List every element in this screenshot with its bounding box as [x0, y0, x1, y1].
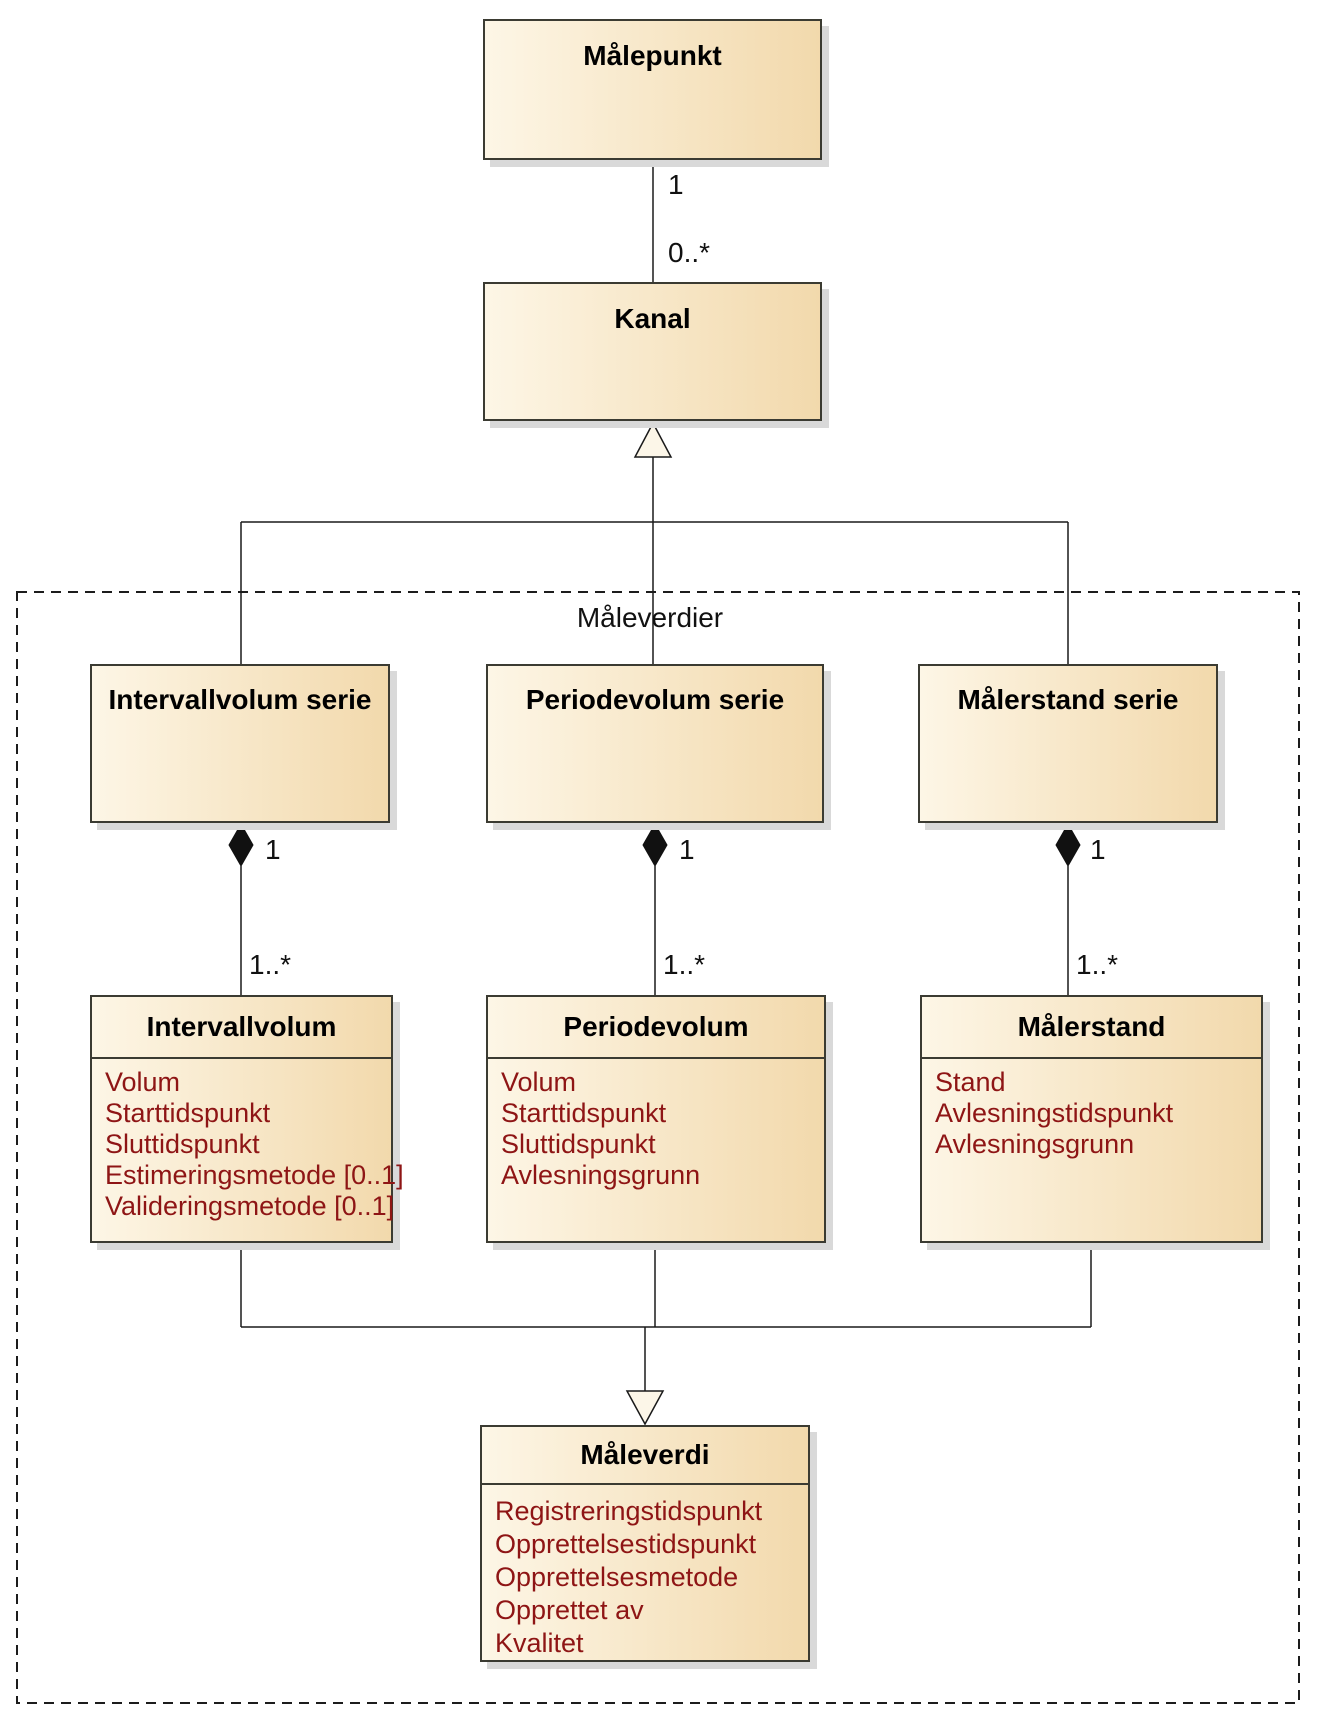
- class-attribute: Avlesningsgrunn: [935, 1129, 1135, 1159]
- class-title: Måleverdi: [580, 1439, 710, 1470]
- class-box-malepunkt[interactable]: [483, 19, 822, 160]
- class-attributes-compartment: [488, 1059, 824, 1191]
- class-attribute: Stand: [935, 1067, 1006, 1097]
- class-box-intervallvolum[interactable]: [90, 995, 404, 1243]
- multiplicity-label: 1..*: [249, 949, 292, 980]
- class-attribute: Sluttidspunkt: [501, 1129, 656, 1159]
- class-attribute: Kvalitet: [495, 1628, 584, 1658]
- multiplicity-label: 1: [668, 169, 684, 200]
- multiplicity-label: 1..*: [1076, 949, 1119, 980]
- class-title: Kanal: [614, 303, 691, 334]
- class-attribute: Volum: [501, 1067, 577, 1097]
- class-title-compartment: [482, 1427, 808, 1485]
- class-title: Målepunkt: [583, 40, 722, 71]
- class-attribute: Valideringsmetode [0..1]: [105, 1191, 395, 1221]
- multiplicity-label: 1: [679, 834, 695, 865]
- class-attribute: Estimeringsmetode [0..1]: [105, 1160, 404, 1190]
- class-attributes-compartment: [92, 1059, 404, 1222]
- generalization-arrow-icon: [635, 423, 671, 457]
- multiplicity-label: 1..*: [663, 949, 706, 980]
- multiplicity-label: 0..*: [668, 237, 711, 268]
- class-attribute: Avlesningsgrunn: [501, 1160, 701, 1190]
- multiplicity-label: 1: [265, 834, 281, 865]
- class-box-periodevolum[interactable]: [486, 995, 826, 1243]
- class-title: Intervallvolum: [146, 1011, 337, 1042]
- class-attribute: Opprettelsesmetode: [495, 1562, 739, 1592]
- class-title: Periodevolum serie: [525, 684, 785, 715]
- maleverdier-frame-label: Måleverdier: [576, 602, 724, 633]
- composition-diamond-icon: [1056, 824, 1080, 866]
- class-title-compartment: [922, 997, 1261, 1059]
- class-title: Målerstand serie: [957, 684, 1179, 715]
- class-attribute: Sluttidspunkt: [105, 1129, 260, 1159]
- composition-diamond-icon: [229, 824, 253, 866]
- class-attribute: Registreringstidspunkt: [495, 1496, 763, 1526]
- class-attributes-compartment: [922, 1059, 1261, 1160]
- class-box-malerstand-serie[interactable]: [918, 664, 1218, 823]
- class-title: Periodevolum: [563, 1011, 749, 1042]
- class-box-maleverdi[interactable]: [480, 1425, 810, 1662]
- class-title: Intervallvolum serie: [108, 684, 372, 715]
- class-attribute: Avlesningstidspunkt: [935, 1098, 1174, 1128]
- class-title-compartment: [92, 997, 391, 1059]
- class-title: Målerstand: [1017, 1011, 1166, 1042]
- class-title-compartment: [488, 997, 824, 1059]
- class-box-intervallvolum-serie[interactable]: [90, 664, 390, 823]
- generalization-arrow-down-icon: [627, 1391, 663, 1424]
- class-attributes-compartment: [482, 1485, 808, 1660]
- class-box-kanal[interactable]: [483, 282, 822, 421]
- class-attribute: Opprettelsestidspunkt: [495, 1529, 757, 1559]
- class-attribute: Opprettet av: [495, 1595, 644, 1625]
- composition-diamond-icon: [643, 824, 667, 866]
- multiplicity-label: 1: [1090, 834, 1106, 865]
- class-box-malerstand[interactable]: [920, 995, 1263, 1243]
- class-box-periodevolum-serie[interactable]: [486, 664, 824, 823]
- class-attribute: Starttidspunkt: [501, 1098, 667, 1128]
- class-attribute: Starttidspunkt: [105, 1098, 271, 1128]
- class-attribute: Volum: [105, 1067, 181, 1097]
